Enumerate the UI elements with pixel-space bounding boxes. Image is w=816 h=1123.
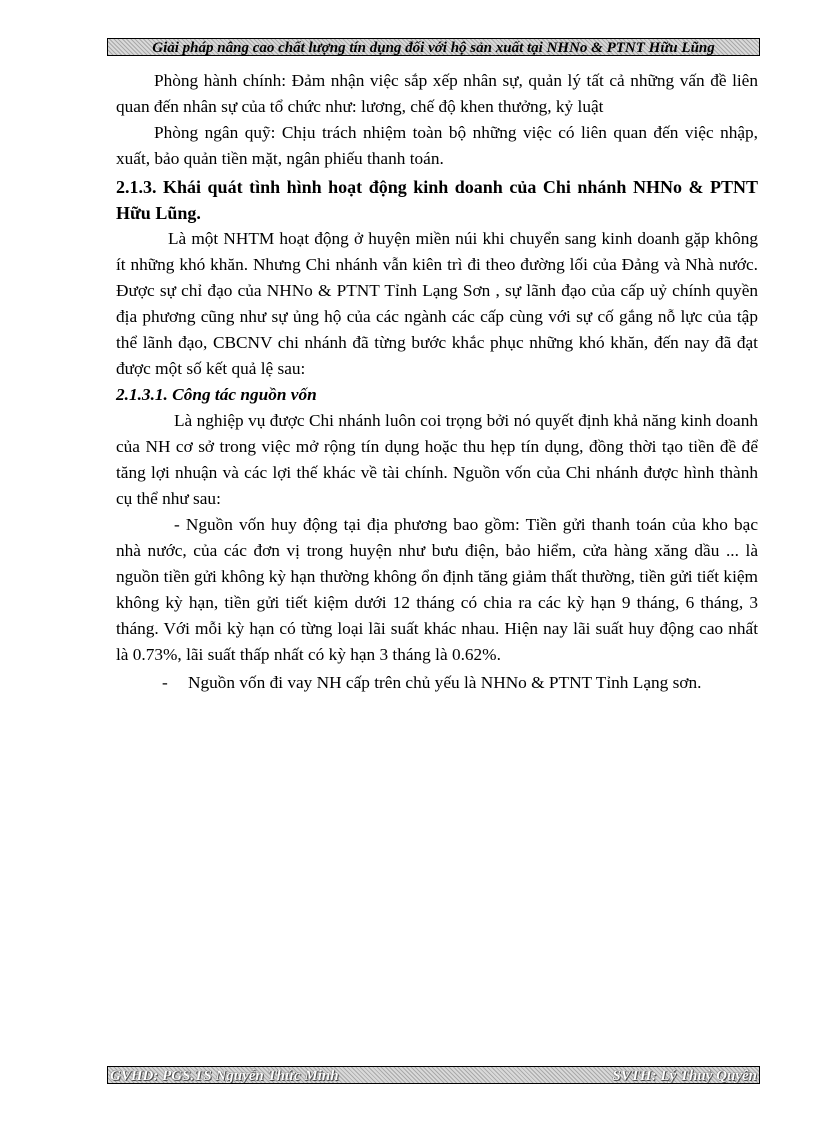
paragraph-nghiep-vu: Là nghiệp vụ được Chi nhánh luôn coi trọng bởi nó quyết định khả năng kinh doanh của NH cơ sở trong việc mở rộng tín dụng hoặc thu hẹp tín dụng, đồng thời tạo tiền đề để tăng lợi nhuận và các lợi thế khác về tài chính. Nguồn vốn của Chi nhánh được hình thành cụ thể như sau: (116, 411, 758, 508)
subsection-heading-2-1-3-1: 2.1.3.1. Công tác nguồn vốn (116, 385, 317, 404)
paragraph-phong-hanh-chinh: Phòng hành chính: Đảm nhận việc sắp xếp nhân sự, quản lý tất cả những vấn đề liên quan đến nhân sự của tổ chức như: lương, chế độ khen thưởng, kỷ luật (116, 71, 758, 116)
page-footer (107, 1066, 760, 1084)
bullet-nguon-von-di-vay (116, 670, 758, 696)
header-title: Giải pháp nâng cao chất lượng tín dụng đối với hộ sản xuất tại NHNo & PTNT Hữu Lũng (152, 40, 715, 56)
paragraph-nguon-von-huy-dong: - Nguồn vốn huy động tại địa phương bao gồm: Tiền gửi thanh toán của kho bạc nhà nước, của các đơn vị trong huyện như bưu điện, bảo hiểm, cửa hàng xăng dầu ... là nguồn tiền gửi không kỳ hạn thường không ổn định tăng giảm thất thường, tiền gửi tiết kiệm không kỳ hạn, tiền gửi tiết kiệm dưới 12 tháng có chia ra các kỳ hạn 9 tháng, 6 tháng, 3 tháng. Với mỗi kỳ hạn có từng loại lãi suất khác nhau. Hiện nay lãi suất huy động cao nhất là 0.73%, lãi suất thấp nhất có kỳ hạn 3 tháng là 0.62%. (116, 515, 758, 664)
section-heading-2-1-3: 2.1.3. Khái quát tình hình hoạt động kinh doanh của Chi nhánh NHNo & PTNT Hữu Lũng. (116, 177, 758, 223)
page-header (107, 38, 760, 56)
bullet-text: Nguồn vốn đi vay NH cấp trên chủ yếu là NHNo & PTNT Tỉnh Lạng sơn. (188, 673, 702, 692)
footer-student: SVTH: Lý Thuỳ Quyên (612, 1068, 757, 1084)
document-body (116, 68, 758, 696)
paragraph-overview: Là một NHTM hoạt động ở huyện miền núi khi chuyển sang kinh doanh gặp không ít những khó khăn. Nhưng Chi nhánh vẫn kiên trì đi theo đường lối của Đảng và Nhà nước. Được sự chỉ đạo của NHNo & PTNT Tỉnh Lạng Sơn , sự lãnh đạo của cấp uỷ chính quyền địa phương cũng như sự ủng hộ của các ngành các cấp cùng với sự cố gắng nỗ lực của tập thể lãnh đạo, CBCNV chi nhánh đã từng bước khắc phục những khó khăn, đến nay đã đạt được một số kết quả lệ sau: (116, 229, 758, 378)
footer-advisor: GVHD: PGS.TS Nguyễn Thức Minh (110, 1068, 339, 1084)
paragraph-phong-ngan-quy: Phòng ngân quỹ: Chịu trách nhiệm toàn bộ những việc có liên quan đến việc nhập, xuất, bảo quản tiền mặt, ngân phiếu thanh toán. (116, 123, 758, 168)
bullet-dash: - (162, 673, 168, 692)
